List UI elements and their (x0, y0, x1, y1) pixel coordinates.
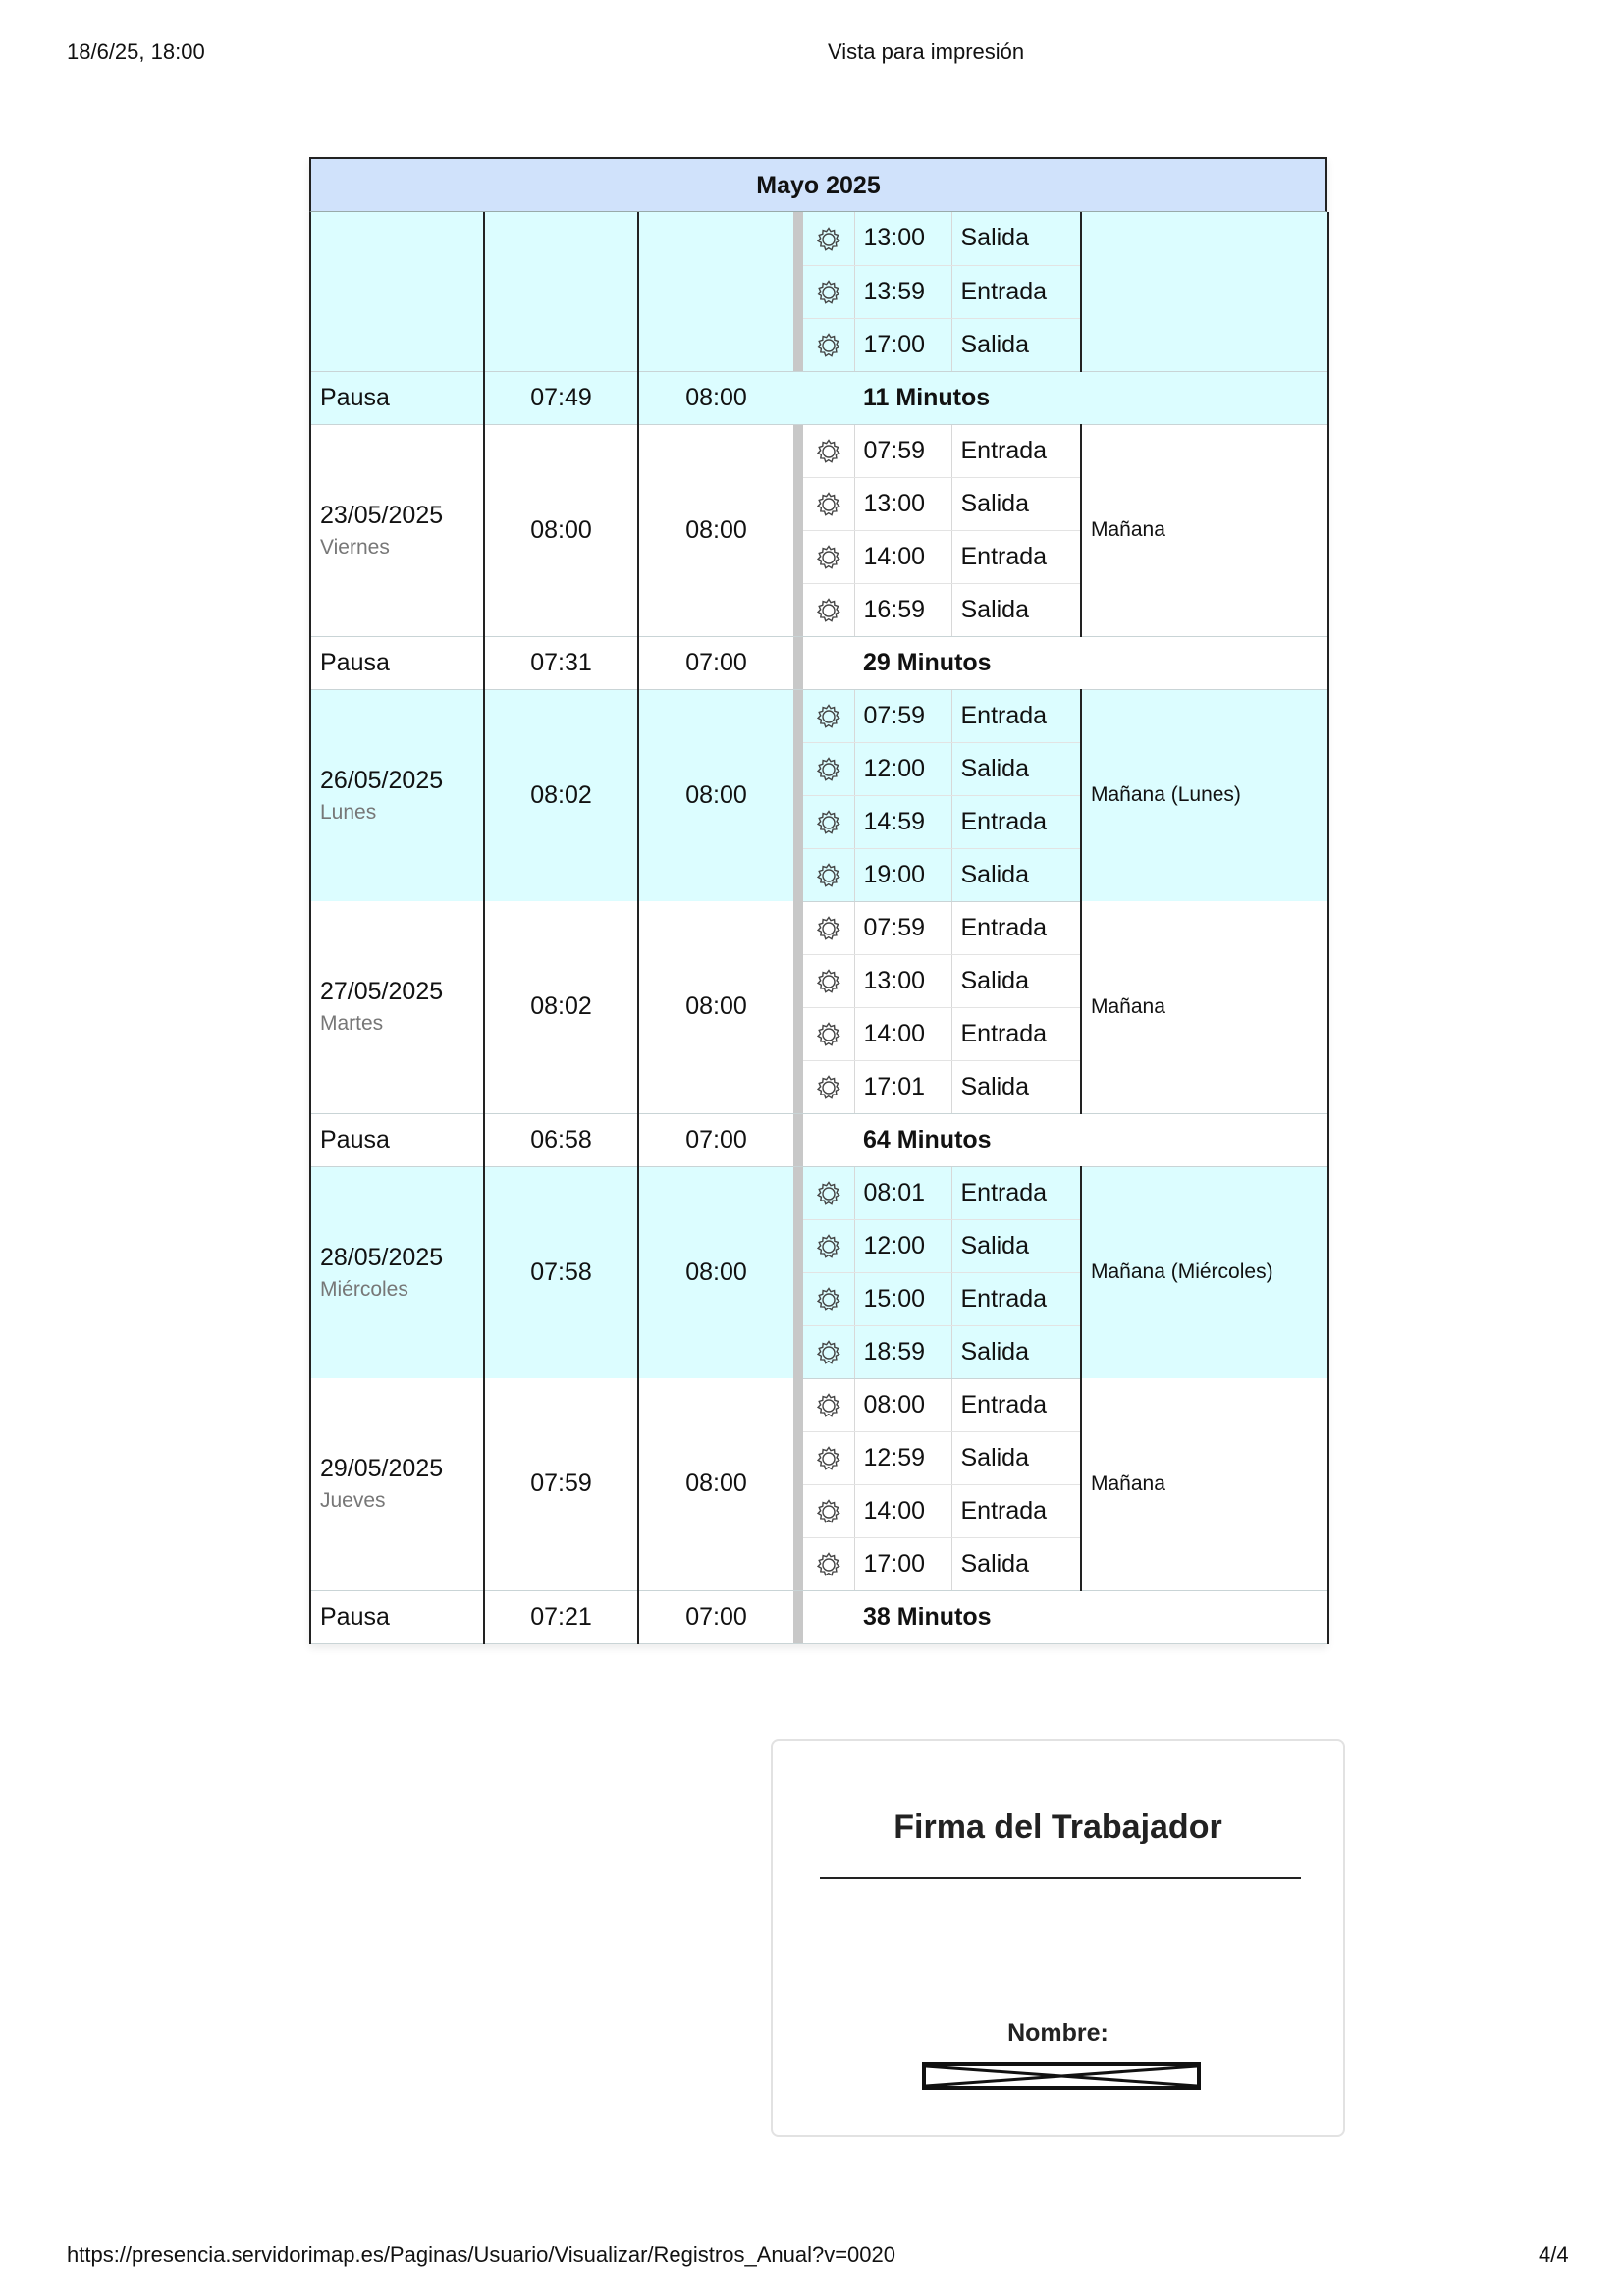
punch-time: 14:59 (854, 795, 951, 848)
punch-type: Salida (951, 477, 1081, 530)
signature-line (820, 1877, 1301, 1879)
shift-name: Mañana (1081, 1378, 1328, 1590)
print-datetime: 18/6/25, 18:00 (67, 39, 205, 64)
sun-icon (816, 1022, 841, 1047)
sun-icon (816, 916, 841, 941)
day-date: 29/05/2025 (320, 1455, 444, 1483)
hours-theoretical: 08:00 (685, 992, 747, 1021)
day-cell (310, 1378, 484, 1590)
shift-name: Mañana (Lunes) (1081, 689, 1328, 901)
day-cell (310, 1166, 484, 1378)
punch-type: Salida (951, 1431, 1081, 1484)
sun-icon (816, 1181, 841, 1206)
shift-name: Mañana (1081, 424, 1328, 636)
sun-icon (816, 1234, 841, 1259)
month-title: Mayo 2025 (309, 157, 1327, 212)
punch-time: 13:00 (854, 477, 951, 530)
signature-title: Firma del Trabajador (893, 1808, 1222, 1845)
punch-time: 17:00 (854, 318, 951, 371)
pause-theoretical: 08:00 (638, 371, 793, 424)
punch-type: Entrada (951, 901, 1081, 954)
day-date: 26/05/2025 (320, 766, 444, 794)
hours-theoretical: 08:00 (685, 515, 747, 544)
pause-theoretical: 07:00 (638, 1590, 793, 1643)
punch-type: Entrada (951, 1272, 1081, 1325)
pause-minutes: 29 Minutos (854, 636, 1328, 689)
day-cell (310, 689, 484, 901)
pause-theoretical: 07:00 (638, 636, 793, 689)
sun-icon (816, 1499, 841, 1524)
punch-time: 07:59 (854, 901, 951, 954)
sun-icon (816, 1287, 841, 1312)
table-row (310, 424, 1328, 477)
pause-row (310, 1113, 1328, 1166)
hours-real: 07:58 (484, 1166, 638, 1378)
sun-icon (816, 1552, 841, 1577)
pause-real: 06:58 (484, 1113, 638, 1166)
page-url: https://presencia.servidorimap.es/Paginas/Usuario/Visualizar/Registros_Anual?v=0020 (67, 2242, 895, 2267)
punch-type: Salida (951, 318, 1081, 371)
punch-type: Entrada (951, 1007, 1081, 1060)
table-row (310, 689, 1328, 742)
punch-type: Salida (951, 583, 1081, 636)
pause-label: Pausa (310, 636, 484, 689)
punch-type: Entrada (951, 795, 1081, 848)
punch-time: 14:00 (854, 530, 951, 583)
hours-theoretical: 08:00 (685, 1469, 747, 1498)
table-row (310, 1166, 1328, 1219)
punch-type: Salida (951, 954, 1081, 1007)
pause-real: 07:21 (484, 1590, 638, 1643)
day-date: 23/05/2025 (320, 501, 444, 529)
punch-time: 13:59 (854, 265, 951, 318)
punch-type: Salida (951, 1219, 1081, 1272)
punch-time: 12:00 (854, 1219, 951, 1272)
punch-type: Salida (951, 1325, 1081, 1378)
punch-time: 17:01 (854, 1060, 951, 1113)
sun-icon (816, 439, 841, 464)
shift-name: Mañana (Miércoles) (1081, 1166, 1328, 1378)
pause-real: 07:49 (484, 371, 638, 424)
punch-time: 08:01 (854, 1166, 951, 1219)
day-date: 28/05/2025 (320, 1243, 444, 1271)
pause-label: Pausa (310, 1590, 484, 1643)
punch-time: 15:00 (854, 1272, 951, 1325)
redacted-name (922, 2062, 1201, 2090)
day-weekday: Martes (320, 1012, 384, 1036)
pause-row (310, 636, 1328, 689)
punch-time: 12:00 (854, 742, 951, 795)
sun-icon (816, 492, 841, 517)
signature-box (771, 1739, 1345, 2137)
punch-type: Salida (951, 1060, 1081, 1113)
pause-minutes: 11 Minutos (854, 371, 1328, 424)
hours-real: 08:00 (484, 424, 638, 636)
page-number: 4/4 (1539, 2242, 1569, 2267)
punch-time: 13:00 (854, 954, 951, 1007)
punch-time: 13:00 (854, 212, 951, 265)
name-label: Nombre: (1007, 2019, 1109, 2047)
pause-minutes: 38 Minutos (854, 1590, 1328, 1643)
day-weekday: Jueves (320, 1489, 386, 1513)
punch-time: 16:59 (854, 583, 951, 636)
punch-time: 14:00 (854, 1007, 951, 1060)
sun-icon (816, 333, 841, 358)
sun-icon (816, 545, 841, 570)
punch-time: 07:59 (854, 424, 951, 477)
sun-icon (816, 863, 841, 888)
pause-label: Pausa (310, 371, 484, 424)
sun-icon (816, 704, 841, 729)
punch-time: 18:59 (854, 1325, 951, 1378)
punch-type: Entrada (951, 1378, 1081, 1431)
day-weekday: Lunes (320, 800, 377, 824)
pause-minutes: 64 Minutos (854, 1113, 1328, 1166)
sun-icon (816, 1393, 841, 1418)
day-cell (310, 901, 484, 1113)
hours-theoretical: 08:00 (638, 689, 793, 901)
sun-icon (816, 1446, 841, 1471)
punch-type: Salida (951, 848, 1081, 901)
punch-type: Entrada (951, 424, 1081, 477)
sun-icon (816, 969, 841, 994)
table-row (310, 1378, 1328, 1431)
punch-type: Salida (951, 742, 1081, 795)
sun-icon (816, 1075, 841, 1100)
punch-time: 14:00 (854, 1484, 951, 1537)
punch-type: Salida (951, 1537, 1081, 1590)
pause-theoretical: 07:00 (638, 1113, 793, 1166)
table-row (310, 901, 1328, 954)
punch-time: 08:00 (854, 1378, 951, 1431)
day-weekday: Viernes (320, 535, 390, 559)
day-cell (310, 424, 484, 636)
table-row (310, 212, 1328, 265)
shift-name: Mañana (1081, 901, 1328, 1113)
sun-icon (816, 227, 841, 252)
print-title: Vista para impresión (828, 39, 1025, 64)
punch-type: Entrada (951, 1484, 1081, 1537)
sun-icon (816, 280, 841, 305)
pause-label: Pausa (310, 1113, 484, 1166)
punch-time: 07:59 (854, 689, 951, 742)
pause-row (310, 1590, 1328, 1643)
hours-theoretical: 08:00 (638, 1166, 793, 1378)
sun-icon (816, 810, 841, 835)
day-date: 27/05/2025 (320, 978, 444, 1006)
pause-row (310, 371, 1328, 424)
hours-real: 08:02 (484, 901, 638, 1113)
punch-time: 19:00 (854, 848, 951, 901)
hours-real: 08:02 (484, 689, 638, 901)
hours-real: 07:59 (484, 1378, 638, 1590)
punch-type: Entrada (951, 1166, 1081, 1219)
punch-type: Entrada (951, 265, 1081, 318)
sun-icon (816, 1340, 841, 1365)
punch-type: Entrada (951, 689, 1081, 742)
punch-type: Entrada (951, 530, 1081, 583)
sun-icon (816, 598, 841, 623)
punch-time: 12:59 (854, 1431, 951, 1484)
punch-type: Salida (951, 212, 1081, 265)
pause-real: 07:31 (484, 636, 638, 689)
sun-icon (816, 757, 841, 782)
day-weekday: Miércoles (320, 1277, 408, 1301)
punch-time: 17:00 (854, 1537, 951, 1590)
records-table (309, 157, 1327, 1644)
